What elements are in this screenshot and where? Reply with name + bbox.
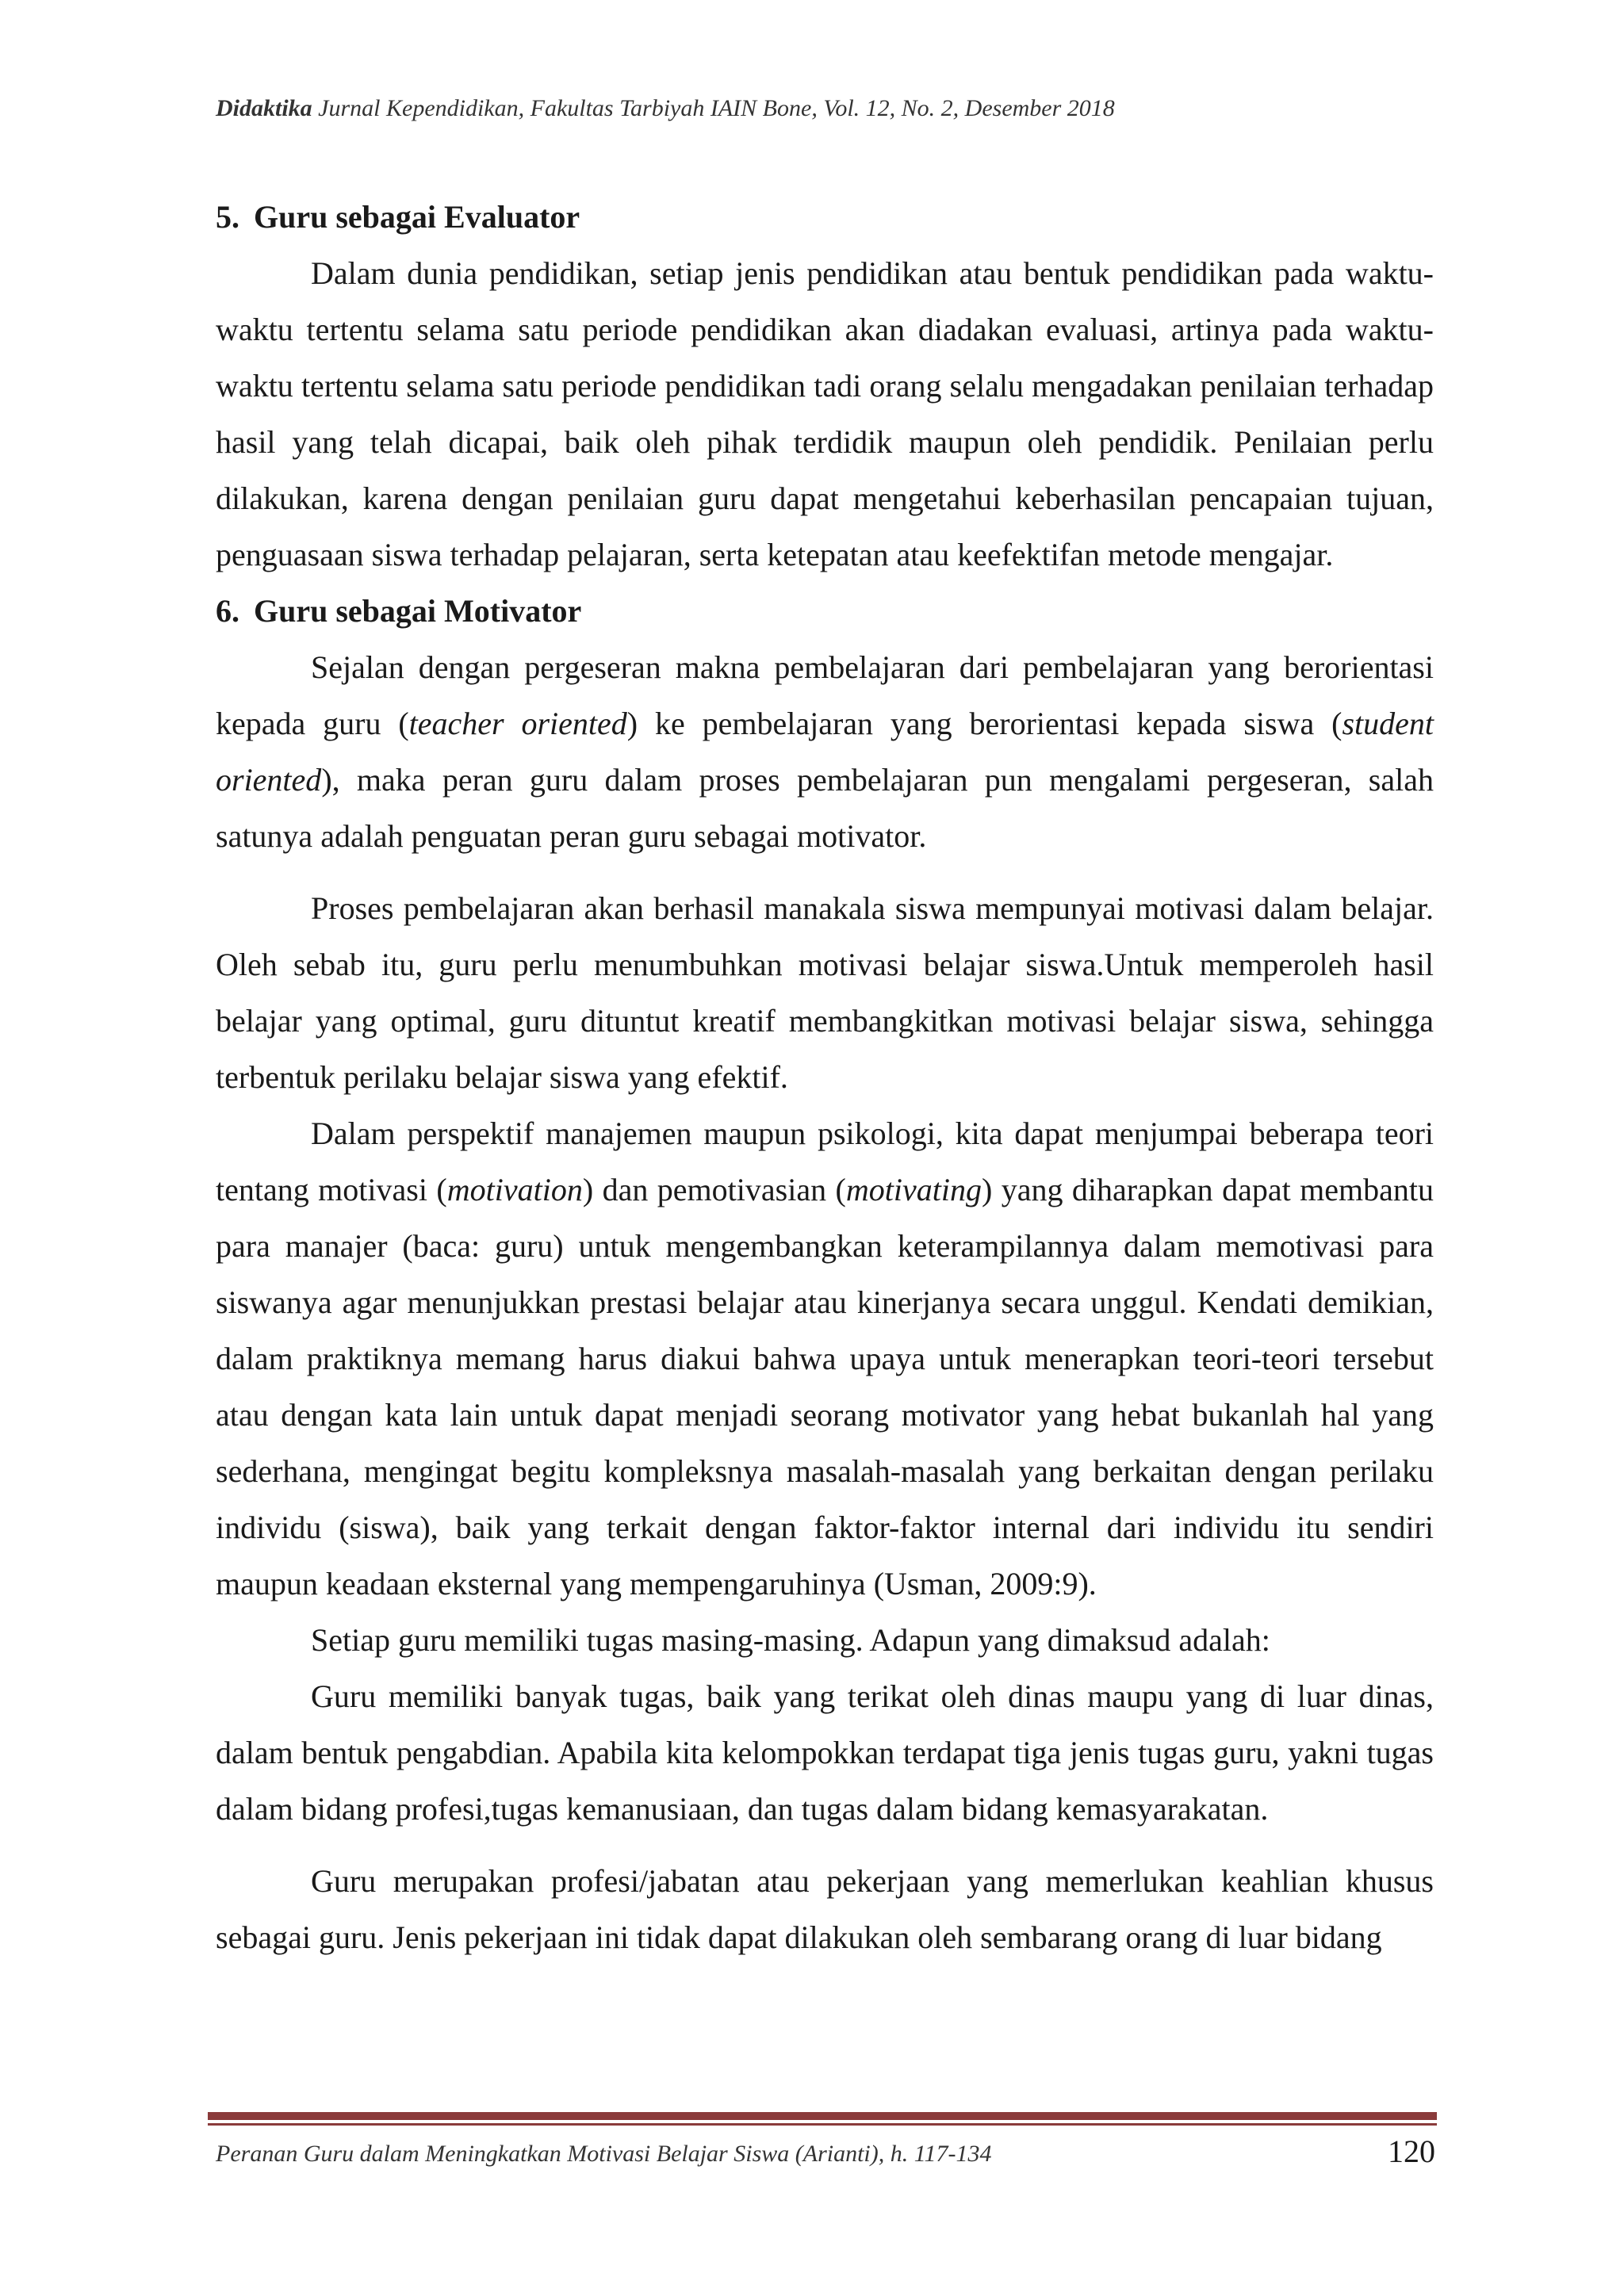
paragraph: Guru memiliki banyak tugas, baik yang terikat oleh dinas maupu yang di luar dinas, dalam bentuk pengabdian. Apabila kita kelompokkan terdapat tiga jenis tugas guru, yakni tugas dalam bidang profesi,tugas kemanusiaan, dan tugas dalam bidang kemasyarakatan. — [216, 1678, 1434, 1827]
text-run: ) ke pembelajaran yang berorientasi kepada siswa ( — [626, 706, 1342, 741]
italic-term: motivating — [845, 1172, 982, 1207]
text-run: Sejalan dengan pergeseran makna pembelajaran dari pembelajaran yang berorientasi kepada guru ( — [216, 649, 1434, 741]
article-body — [216, 189, 1434, 1965]
text-run: Dalam perspektif manajemen maupun psikologi, kita dapat menjumpai beberapa teori tentang motivasi ( — [216, 1115, 1434, 1207]
footer-rule-thick — [208, 2112, 1437, 2120]
italic-term: teacher oriented — [408, 706, 627, 741]
section-number: 5. — [216, 199, 239, 235]
paragraph — [216, 1105, 1434, 1612]
section-title: Guru sebagai Evaluator — [254, 199, 580, 235]
italic-term: student oriented — [216, 706, 1434, 798]
paragraph: Proses pembelajaran akan berhasil manakala siswa mempunyai motivasi dalam belajar. Oleh sebab itu, guru perlu menumbuhkan motivasi belajar siswa.Untuk memperoleh hasil belajar yang optimal, guru dituntut kreatif membangkitkan motivasi belajar siswa, sehingga terbentuk perilaku belajar siswa yang efektif. — [216, 890, 1434, 1095]
journal-name: Didaktika — [216, 95, 312, 121]
journal-details: Jurnal Kependidikan, Fakultas Tarbiyah IAIN Bone, Vol. 12, No. 2, Desember 2018 — [318, 95, 1115, 121]
paragraph: Setiap guru memiliki tugas masing-masing. Adapun yang dimaksud adalah: — [311, 1622, 1270, 1658]
section-heading-motivator — [216, 583, 1434, 639]
running-header — [216, 95, 1437, 122]
paragraph: Guru merupakan profesi/jabatan atau pekerjaan yang memerlukan keahlian khusus sebagai guru. Jenis pekerjaan ini tidak dapat dilakukan oleh sembarang orang di luar bidang — [216, 1863, 1434, 1955]
text-run: ) yang diharapkan dapat membantu para manajer (baca: guru) untuk mengembangkan keterampilannya dalam memotivasi para siswanya agar menunjukkan prestasi belajar atau kinerjanya secara unggul. Kendati demikian, dalam praktiknya memang harus diakui bahwa upaya untuk menerapkan teori-teori tersebut atau dengan kata lain untuk dapat menjadi seorang motivator yang hebat bukanlah hal yang sederhana, mengingat begitu kompleksnya masalah-masalah yang berkaitan dengan perilaku individu (siswa), baik yang terkait dengan faktor-faktor internal dari individu itu sendiri maupun keadaan eksternal yang mempengaruhinya (Usman, 2009:9). — [216, 1172, 1434, 1601]
footer-citation: Peranan Guru dalam Meningkatkan Motivasi Belajar Siswa (Arianti), h. 117-134 — [216, 2141, 992, 2167]
paragraph — [216, 639, 1434, 864]
page-number: 120 — [1388, 2133, 1435, 2169]
paragraph: Dalam dunia pendidikan, setiap jenis pendidikan atau bentuk pendidikan pada waktu-waktu tertentu selama satu periode pendidikan akan diadakan evaluasi, artinya pada waktu-waktu tertentu selama satu periode pendidikan tadi orang selalu mengadakan penilaian terhadap hasil yang telah dicapai, baik oleh pihak terdidik maupun oleh pendidik. Penilaian perlu dilakukan, karena dengan penilaian guru dapat mengetahui keberhasilan pencapaian tujuan, penguasaan siswa terhadap pelajaran, serta ketepatan atau keefektifan metode mengajar. — [216, 255, 1434, 572]
footer-rule-thin — [208, 2123, 1437, 2126]
text-run: ) dan pemotivasian ( — [582, 1172, 846, 1207]
section-title: Guru sebagai Motivator — [254, 593, 582, 629]
italic-term: motivation — [446, 1172, 583, 1207]
section-number: 6. — [216, 593, 239, 629]
section-heading-evaluator — [216, 189, 1434, 245]
text-run: ), maka peran guru dalam proses pembelajaran pun mengalami pergeseran, salah satunya adalah penguatan peran guru sebagai motivator. — [216, 762, 1434, 854]
